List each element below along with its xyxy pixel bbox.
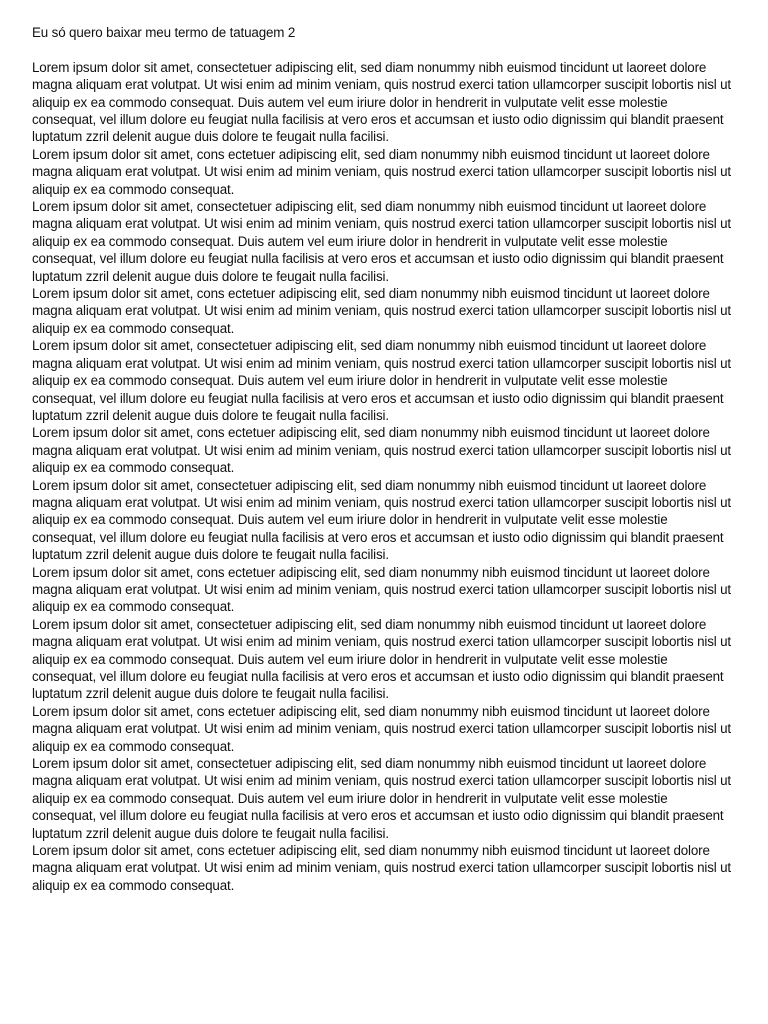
paragraph-short: Lorem ipsum dolor sit amet, cons ectetuer adipiscing elit, sed diam nonummy nibh euismod tincidunt ut laoreet dolore magna aliquam erat volutpat. Ut wisi enim ad minim veniam, quis nostrud exerci tation ullamcorper suscipit lobortis nisl ut aliquip ex ea commodo consequat. <box>32 146 732 197</box>
document-page <box>32 24 732 893</box>
paragraph-short: Lorem ipsum dolor sit amet, cons ectetuer adipiscing elit, sed diam nonummy nibh euismod tincidunt ut laoreet dolore magna aliquam erat volutpat. Ut wisi enim ad minim veniam, quis nostrud exerci tation ullamcorper suscipit lobortis nisl ut aliquip ex ea commodo consequat. <box>32 286 732 336</box>
paragraph-short: Lorem ipsum dolor sit amet, cons ectetuer adipiscing elit, sed diam nonummy nibh euismod tincidunt ut laoreet dolore magna aliquam erat volutpat. Ut wisi enim ad minim veniam, quis nostrud exerci tation ullamcorper suscipit lobortis nisl ut aliquip ex ea commodo consequat. <box>32 564 732 615</box>
paragraph-long: Lorem ipsum dolor sit amet, consectetuer adipiscing elit, sed diam nonummy nibh euismod tincidunt ut laoreet dolore magna aliquam erat volutpat. Ut wisi enim ad minim veniam, quis nostrud exerci tation ullamcorper suscipit lobortis nisl ut aliquip ex ea commodo consequat. Duis autem vel eum iriure dolor in hendrerit in vulputate velit esse molestie consequat, vel illum dolore eu feugiat nulla facilisis at vero eros et accumsan et iusto odio dignissim qui blandit praesent luptatum zzril delenit augue duis dolore te feugait nulla facilisi. <box>32 199 732 284</box>
paragraph-long: Lorem ipsum dolor sit amet, consectetuer adipiscing elit, sed diam nonummy nibh euismod tincidunt ut laoreet dolore magna aliquam erat volutpat. Ut wisi enim ad minim veniam, quis nostrud exerci tation ullamcorper suscipit lobortis nisl ut aliquip ex ea commodo consequat. Duis autem vel eum iriure dolor in hendrerit in vulputate velit esse molestie consequat, vel illum dolore eu feugiat nulla facilisis at vero eros et accumsan et iusto odio dignissim qui blandit praesent luptatum zzril delenit augue duis dolore te feugait nulla facilisi. <box>32 59 732 145</box>
paragraph-short-truncated: Lorem ipsum dolor sit amet, cons ectetuer adipiscing elit, sed diam nonummy nibh euismod tincidunt ut laoreet dolore magna aliquam erat volutpat. Ut wisi enim ad minim veniam, quis nostrud exerci tation ullamcorper suscipit lobortis nisl ut aliquip ex ea commodo consequat. <box>32 843 732 893</box>
paragraph-long: Lorem ipsum dolor sit amet, consectetuer adipiscing elit, sed diam nonummy nibh euismod tincidunt ut laoreet dolore magna aliquam erat volutpat. Ut wisi enim ad minim veniam, quis nostrud exerci tation ullamcorper suscipit lobortis nisl ut aliquip ex ea commodo consequat. Duis autem vel eum iriure dolor in hendrerit in vulputate velit esse molestie consequat, vel illum dolore eu feugiat nulla facilisis at vero eros et accumsan et iusto odio dignissim qui blandit praesent luptatum zzril delenit augue duis dolore te feugait nulla facilisi. <box>32 756 732 841</box>
document-title: Eu só quero baixar meu termo de tatuagem 2 <box>32 25 296 40</box>
paragraph-short: Lorem ipsum dolor sit amet, cons ectetuer adipiscing elit, sed diam nonummy nibh euismod tincidunt ut laoreet dolore magna aliquam erat volutpat. Ut wisi enim ad minim veniam, quis nostrud exerci tation ullamcorper suscipit lobortis nisl ut aliquip ex ea commodo consequat. <box>32 703 732 754</box>
paragraph-long: Lorem ipsum dolor sit amet, consectetuer adipiscing elit, sed diam nonummy nibh euismod tincidunt ut laoreet dolore magna aliquam erat volutpat. Ut wisi enim ad minim veniam, quis nostrud exerci tation ullamcorper suscipit lobortis nisl ut aliquip ex ea commodo consequat. Duis autem vel eum iriure dolor in hendrerit in vulputate velit esse molestie consequat, vel illum dolore eu feugiat nulla facilisis at vero eros et accumsan et iusto odio dignissim qui blandit praesent luptatum zzril delenit augue duis dolore te feugait nulla facilisi. <box>32 338 732 423</box>
paragraph-long: Lorem ipsum dolor sit amet, consectetuer adipiscing elit, sed diam nonummy nibh euismod tincidunt ut laoreet dolore magna aliquam erat volutpat. Ut wisi enim ad minim veniam, quis nostrud exerci tation ullamcorper suscipit lobortis nisl ut aliquip ex ea commodo consequat. Duis autem vel eum iriure dolor in hendrerit in vulputate velit esse molestie consequat, vel illum dolore eu feugiat nulla facilisis at vero eros et accumsan et iusto odio dignissim qui blandit praesent luptatum zzril delenit augue duis dolore te feugait nulla facilisi. <box>32 477 732 563</box>
paragraph-short: Lorem ipsum dolor sit amet, cons ectetuer adipiscing elit, sed diam nonummy nibh euismod tincidunt ut laoreet dolore magna aliquam erat volutpat. Ut wisi enim ad minim veniam, quis nostrud exerci tation ullamcorper suscipit lobortis nisl ut aliquip ex ea commodo consequat. <box>32 425 732 476</box>
paragraph-long: Lorem ipsum dolor sit amet, consectetuer adipiscing elit, sed diam nonummy nibh euismod tincidunt ut laoreet dolore magna aliquam erat volutpat. Ut wisi enim ad minim veniam, quis nostrud exerci tation ullamcorper suscipit lobortis nisl ut aliquip ex ea commodo consequat. Duis autem vel eum iriure dolor in hendrerit in vulputate velit esse molestie consequat, vel illum dolore eu feugiat nulla facilisis at vero eros et accumsan et iusto odio dignissim qui blandit praesent luptatum zzril delenit augue duis dolore te feugait nulla facilisi. <box>32 616 732 702</box>
